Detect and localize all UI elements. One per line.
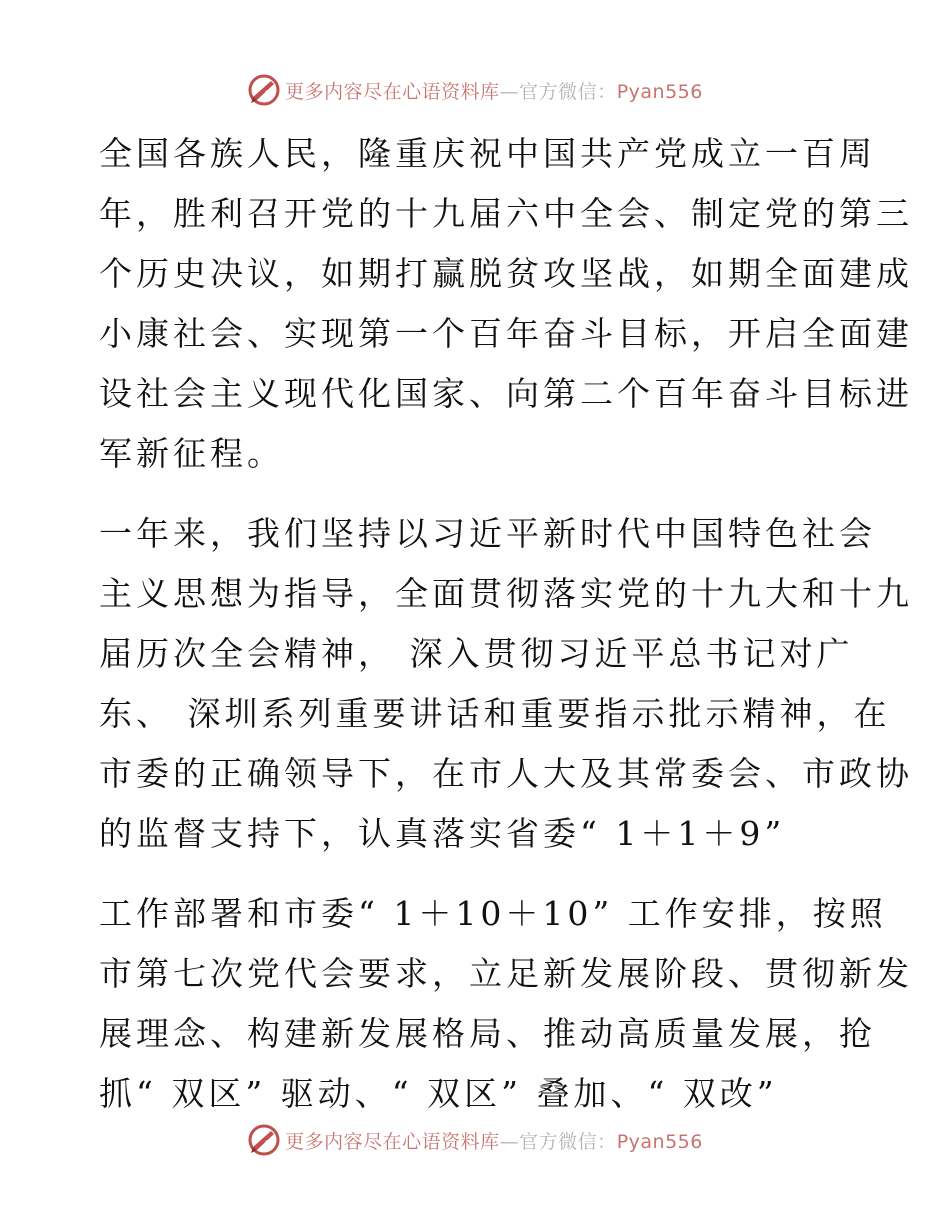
- text-line: 工作部署和市委“ 1＋10＋10” 工作安排，按照: [99, 894, 887, 933]
- text-line: 展理念、构建新发展格局、推动高质量发展，抢: [99, 1014, 876, 1053]
- text-line: 一年来，我们坚持以习近平新时代中国特色社会: [99, 514, 876, 553]
- text-line: 东、 深圳系列重要讲话和重要指示批示精神，在: [99, 694, 891, 733]
- paragraph-gap: [99, 864, 859, 884]
- text-line: 届历次全会精神， 深入贯彻习近平总书记对广: [99, 634, 854, 673]
- text-line: 设社会主义现代化国家、向第二个百年奋斗目标进: [99, 374, 913, 413]
- text-line: 全国各族人民，隆重庆祝中国共产党成立一百周: [99, 134, 876, 173]
- watermark-separator: —: [499, 80, 520, 103]
- watermark-text: [285, 1127, 703, 1154]
- text-line: 的监督支持下，认真落实省委“ 1＋1＋9”: [99, 814, 786, 853]
- text-line: 个历史决议，如期打赢脱贫攻坚战，如期全面建成: [99, 254, 913, 293]
- footer-watermark: [0, 1120, 950, 1160]
- text-line: 主义思想为指导，全面贯彻落实党的十九大和十九: [99, 574, 913, 613]
- pen-logo-icon: [247, 1123, 281, 1157]
- watermark-wechat-id: Pyan556: [616, 1130, 703, 1153]
- document-body: [99, 124, 913, 1124]
- text-line: 抓“ 双区” 驱动、“ 双区” 叠加、“ 双改”: [99, 1074, 778, 1113]
- text-line: 小康社会、实现第一个百年奋斗目标，开启全面建: [99, 314, 913, 353]
- watermark-brand: 更多内容尽在心语资料库: [285, 1130, 500, 1153]
- watermark-brand: 更多内容尽在心语资料库: [285, 80, 500, 103]
- watermark-text: [285, 77, 703, 104]
- paragraph-2: [99, 504, 913, 864]
- watermark-label: 官方微信：: [519, 1130, 617, 1153]
- pen-logo-icon: [247, 73, 281, 107]
- text-line: 市委的正确领导下，在市人大及其常委会、市政协: [99, 754, 913, 793]
- paragraph-3: [99, 884, 913, 1124]
- text-line: 年，胜利召开党的十九届六中全会、制定党的第三: [99, 194, 913, 233]
- watermark-label: 官方微信：: [519, 80, 617, 103]
- text-line: 军新征程。: [99, 434, 284, 473]
- watermark-separator: —: [499, 1130, 520, 1153]
- watermark-wechat-id: Pyan556: [616, 80, 703, 103]
- header-watermark: [0, 70, 950, 110]
- paragraph-1: [99, 124, 913, 484]
- text-line: 市第七次党代会要求，立足新发展阶段、贯彻新发: [99, 954, 913, 993]
- paragraph-gap: [99, 484, 859, 504]
